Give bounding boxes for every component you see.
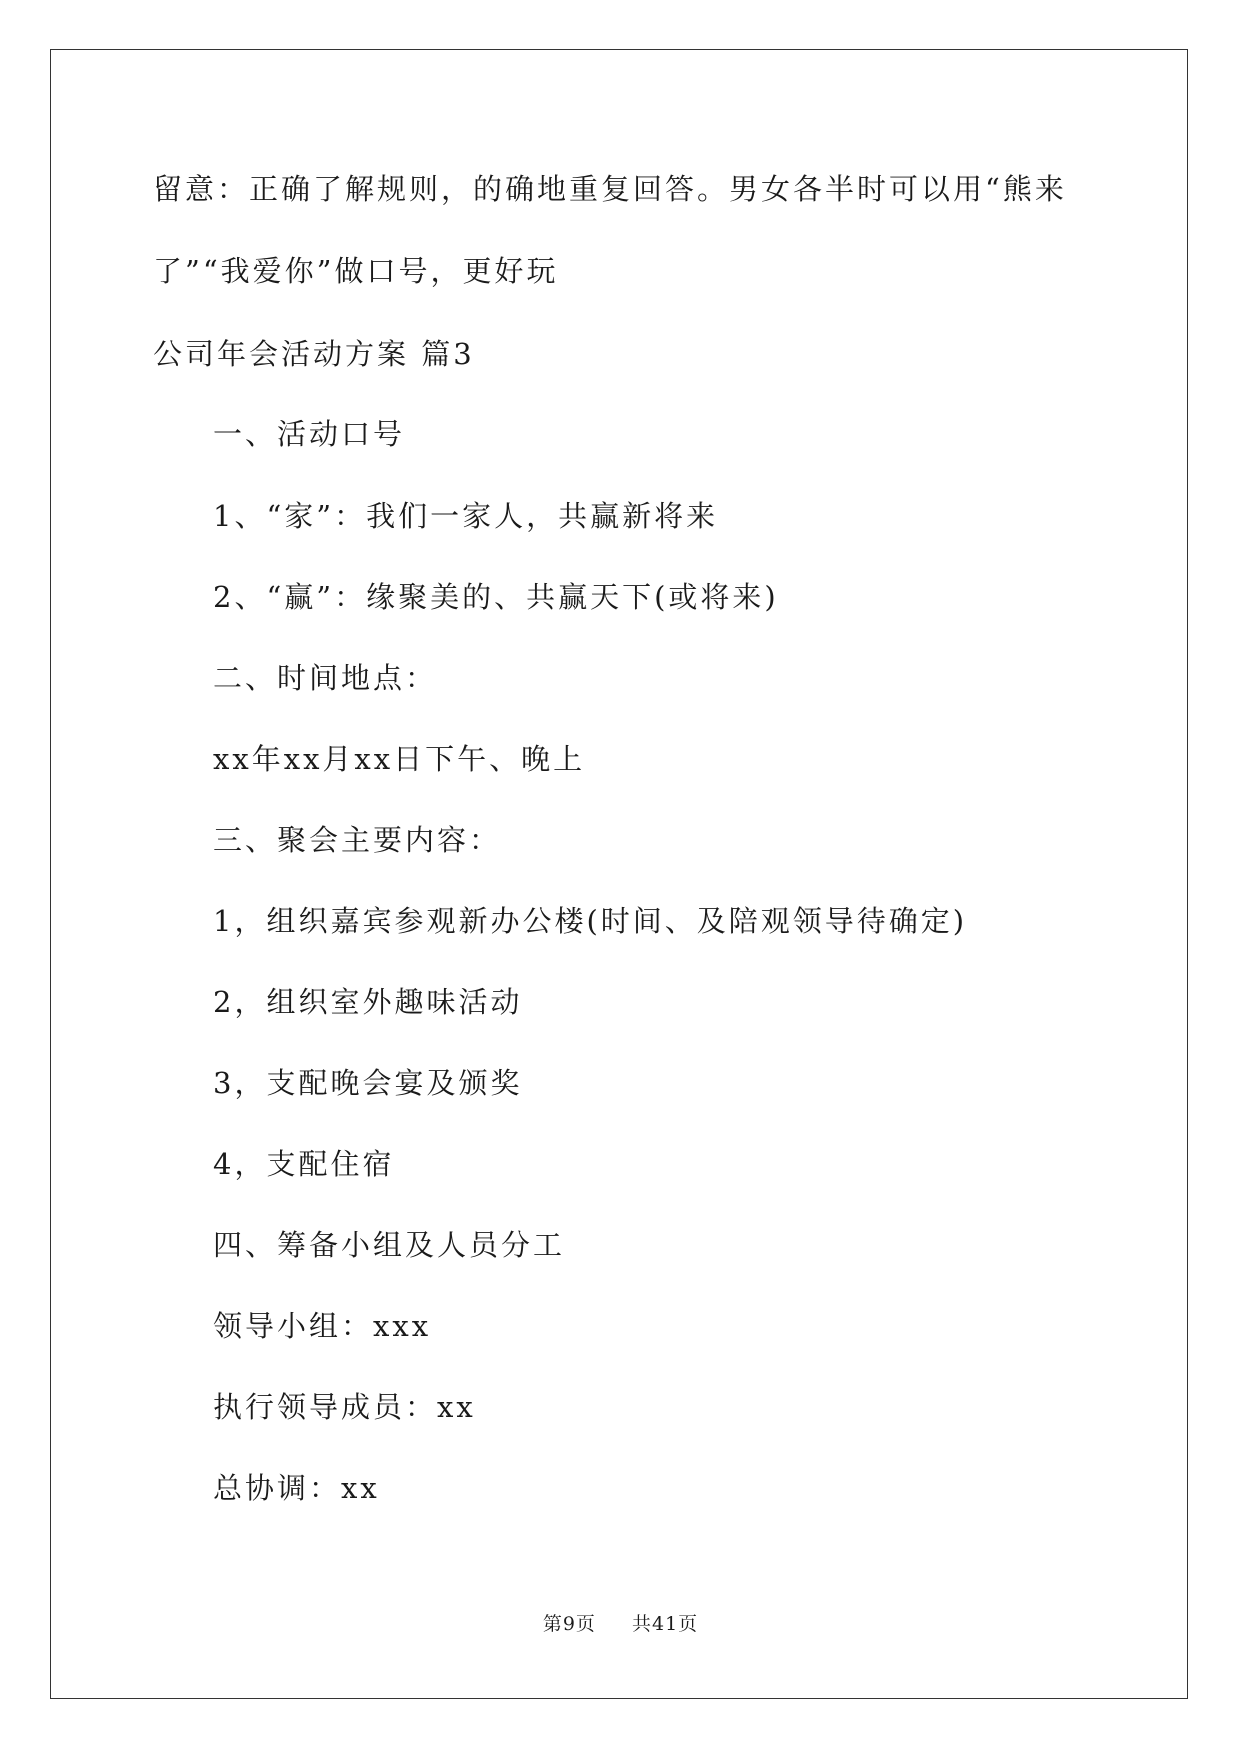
list-item: 2，组织室外趣味活动 [213,985,523,1019]
paragraph-text: 总协调：xx [213,1471,380,1505]
heading-team: 四、筹备小组及人员分工 [213,1228,566,1262]
section-title: 公司年会活动方案 篇3 [153,337,475,371]
heading-content: 三、聚会主要内容： [213,823,502,857]
page-border [50,49,1188,1699]
heading-slogan: 一、活动口号 [213,417,406,451]
list-item: 3，支配晚会宴及颁奖 [213,1066,523,1100]
list-item: 1，组织嘉宾参观新办公楼(时间、及陪观领导待确定) [213,904,968,938]
paragraph-text: xx年xx月xx日下午、晚上 [213,742,586,776]
list-item: 4，支配住宿 [213,1147,395,1181]
paragraph-text: 执行领导成员：xx [213,1390,476,1424]
page-number: 第9页 [542,1613,596,1635]
paragraph-text: 了”“我爱你”做口号，更好玩 [153,254,559,288]
heading-time-place: 二、时间地点： [213,661,438,695]
paragraph-text: 领导小组：xxx [213,1309,432,1343]
page-footer [0,1609,1241,1636]
page-total: 共41页 [632,1613,699,1635]
list-item: 1、“家”：我们一家人，共赢新将来 [213,499,719,533]
paragraph-text: 留意：正确了解规则，的确地重复回答。男女各半时可以用“熊来 [153,172,1067,206]
list-item: 2、“赢”：缘聚美的、共赢天下(或将来) [213,580,779,614]
